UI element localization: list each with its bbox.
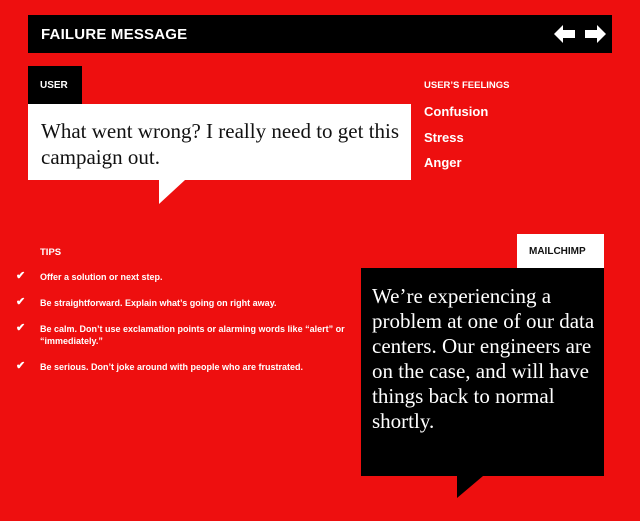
user-message: What went wrong? I really need to get this campaign out. [41, 119, 400, 169]
feeling-item: Stress [424, 130, 464, 145]
checkmark-icon: ✔ [16, 360, 26, 372]
prev-button[interactable] [554, 24, 576, 44]
user-tag [28, 66, 82, 104]
tip-text: Be straightforward. Explain what’s going on right away. [40, 298, 277, 308]
mailchimp-tag-label: MAILCHIMP [529, 246, 586, 257]
arrow-right-icon [584, 24, 606, 44]
checkmark-icon: ✔ [16, 296, 26, 308]
checkmark-icon: ✔ [16, 270, 26, 282]
tip-text: Offer a solution or next step. [40, 272, 163, 282]
user-tag-label: USER [40, 80, 68, 91]
feeling-item: Confusion [424, 104, 489, 119]
arrow-left-icon [554, 24, 576, 44]
feeling-item: Anger [424, 155, 462, 170]
tip-text: Be serious. Don’t joke around with people who are frustrated. [40, 362, 304, 372]
checkmark-icon: ✔ [16, 322, 26, 334]
tip-text: Be calm. Don’t use exclamation points or alarming words like “alert” or “immediately.” [40, 324, 345, 346]
header-bar [28, 15, 612, 53]
mailchimp-bubble-tail [457, 476, 483, 498]
feelings-heading: USER’S FEELINGS [424, 80, 510, 91]
tips-heading: TIPS [40, 247, 62, 258]
user-speech-bubble [28, 104, 411, 180]
page-title: FAILURE MESSAGE [41, 26, 188, 43]
mailchimp-message: We’re experiencing a problem at one of our data centers. Our engineers are on the case, and will have things back to normal shortly. [372, 284, 595, 433]
mailchimp-speech-bubble [361, 268, 604, 476]
mailchimp-tag [517, 234, 604, 268]
next-button[interactable] [584, 24, 606, 44]
user-bubble-tail [159, 180, 185, 204]
